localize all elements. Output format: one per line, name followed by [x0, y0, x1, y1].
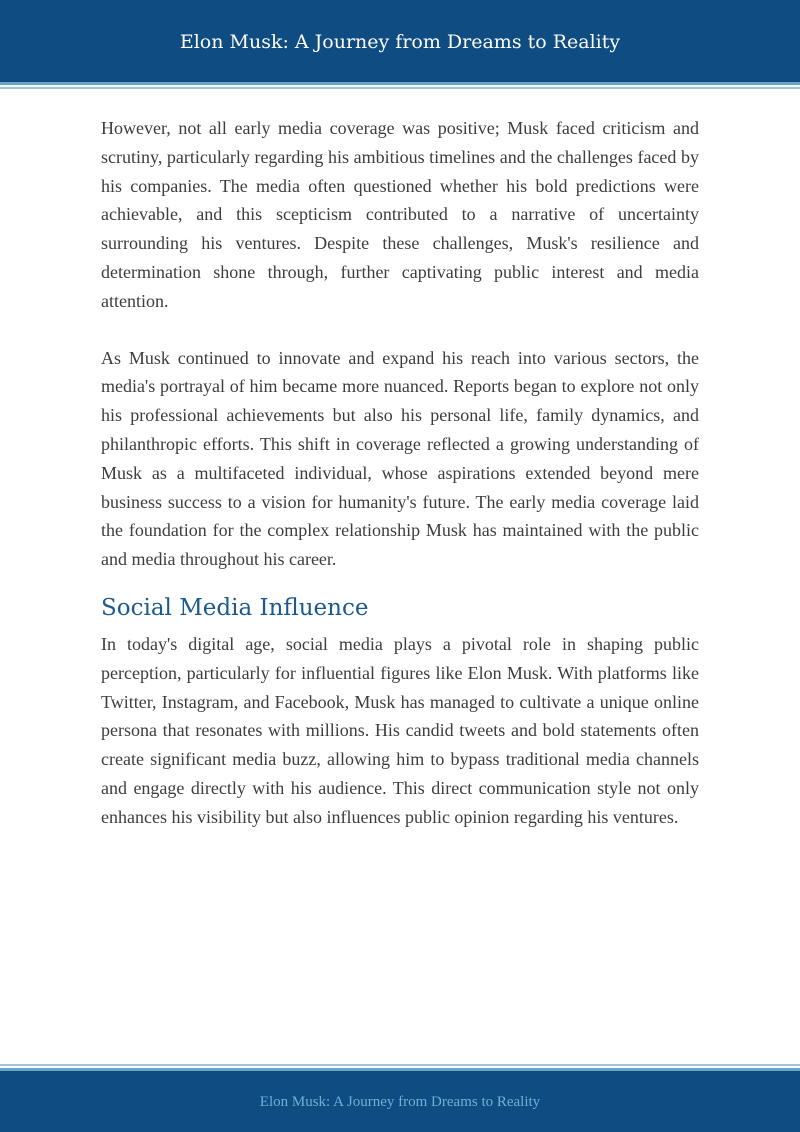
header-banner — [0, 0, 800, 82]
body-paragraph: As Musk continued to innovate and expand his reach into various sectors, the media's portrayal of him became more nuanced. Reports began to explore not only his professional achievements but also his personal life, family dynamics, and philanthropic efforts. This shift in coverage reflected a growing understanding of Musk as a multifaceted individual, whose aspirations extended beyond mere business success to a vision for humanity's future. The early media coverage laid the foundation for the complex relationship Musk has maintained with the public and media throughout his career. — [101, 347, 699, 570]
body-paragraph: However, not all early media coverage was positive; Musk faced criticism and scrutiny, particularly regarding his ambitious timelines and the challenges faced by his companies. The media often questioned whether his bold predictions were achievable, and this scepticism contributed to a narrative of uncertainty surrounding his ventures. Despite these challenges, Musk's resilience and determination shone through, further captivating public interest and media attention. — [101, 118, 699, 311]
section-paragraph: In today's digital age, social media plays a pivotal role in shaping public perception, particularly for influential figures like Elon Musk. With platforms like Twitter, Instagram, and Facebook, Musk has managed to cultivate a unique online persona that resonates with millions. His candid tweets and bold statements often create significant media buzz, allowing him to bypass traditional media channels and engage directly with his audience. This direct communication style not only enhances his visibility but also influences public opinion regarding his ventures. — [101, 633, 699, 827]
footer-divider-thin — [0, 1064, 800, 1066]
footer-title: Elon Musk: A Journey from Dreams to Reality — [259, 1094, 541, 1110]
section-heading: Social Media Influence — [101, 594, 369, 621]
header-divider — [0, 82, 800, 85]
page-body — [101, 114, 699, 832]
header-divider-thin — [0, 87, 800, 89]
header-title: Elon Musk: A Journey from Dreams to Reality — [179, 31, 621, 53]
footer-banner — [0, 1071, 800, 1132]
